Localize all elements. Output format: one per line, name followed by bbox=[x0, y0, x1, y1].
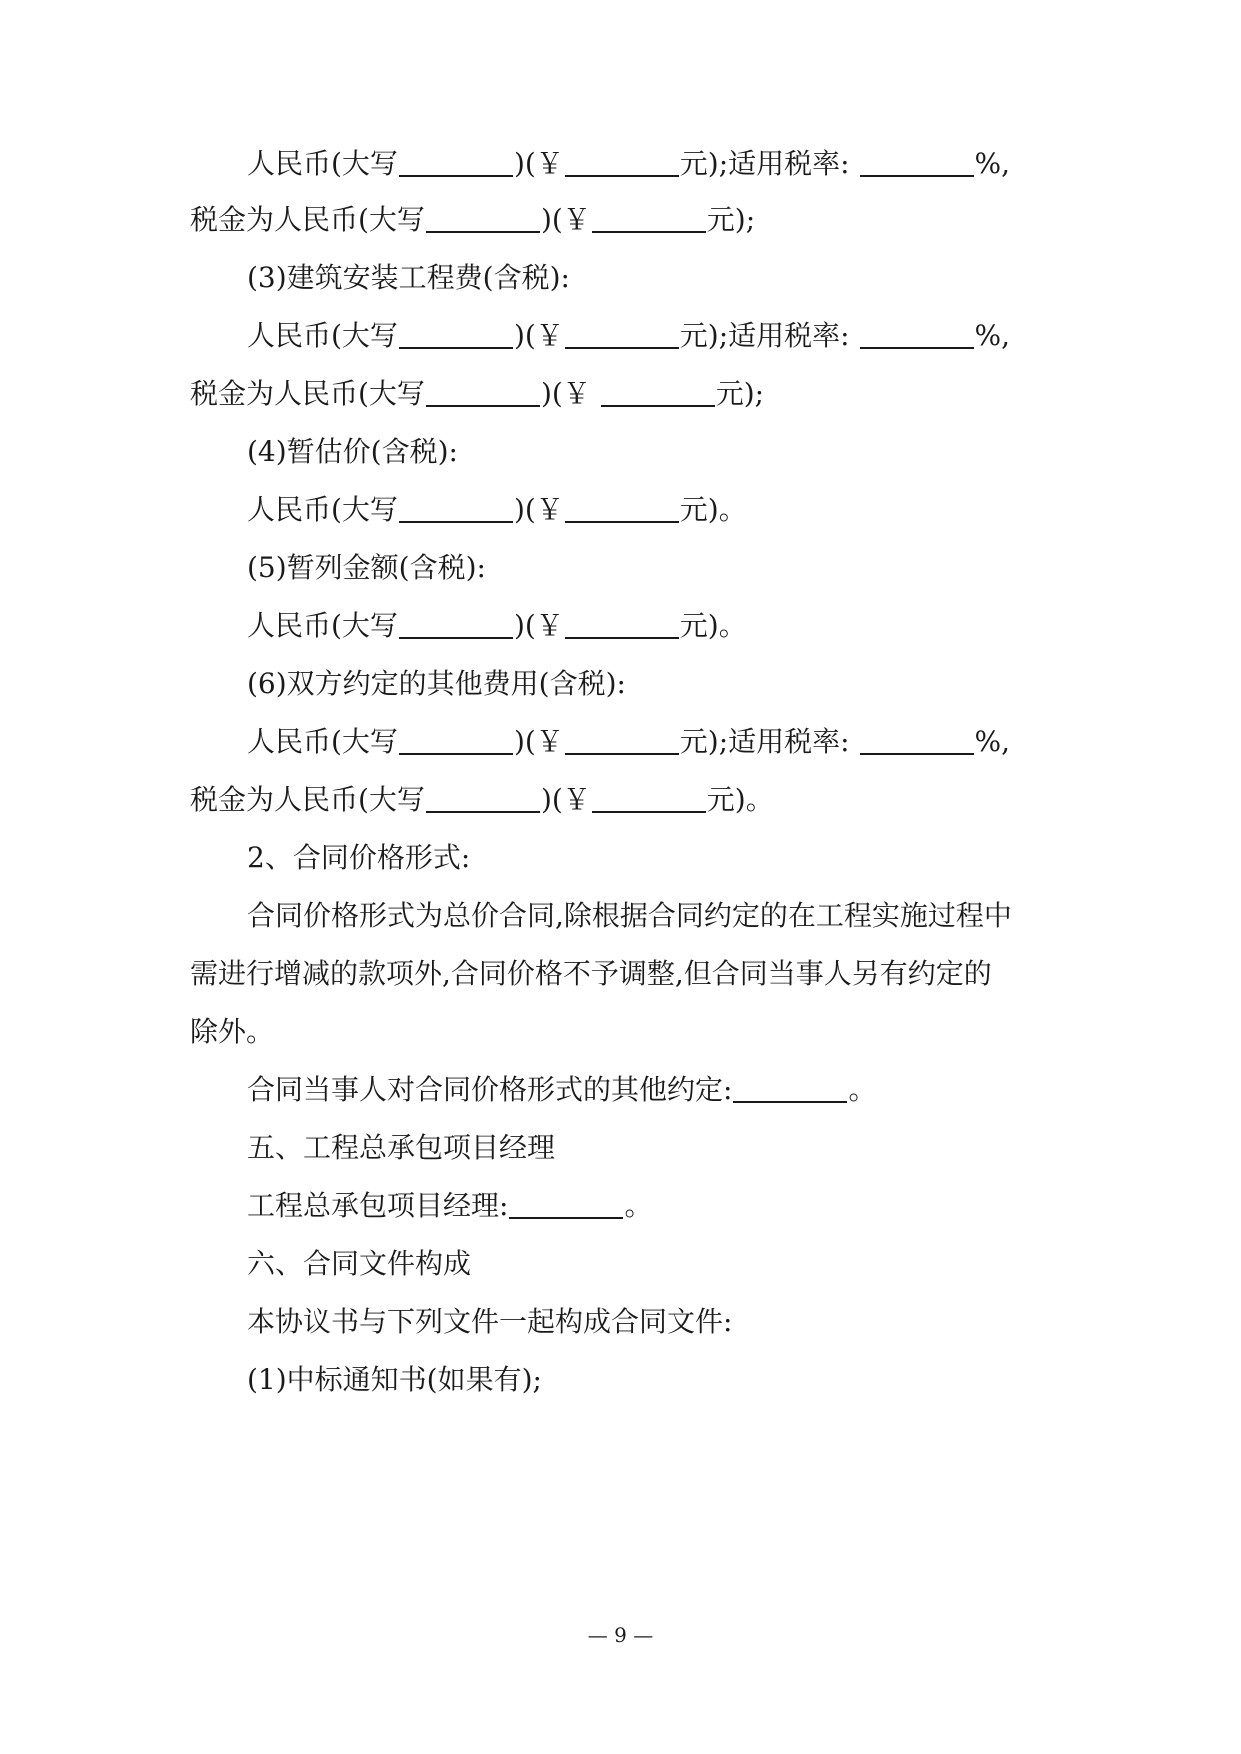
paragraph-line: 人民币(大写 )(￥ 元);适用税率: %, bbox=[247, 147, 1011, 180]
section-heading: (5)暂列金额(含税): bbox=[247, 551, 486, 584]
page-number: — 9 — bbox=[587, 1623, 654, 1647]
fill-blank[interactable] bbox=[860, 149, 974, 177]
fill-blank[interactable] bbox=[399, 149, 513, 177]
list-item: (1)中标通知书(如果有); bbox=[247, 1363, 542, 1396]
fill-blank[interactable] bbox=[426, 379, 540, 407]
section-heading: 六、合同文件构成 bbox=[247, 1247, 472, 1280]
paragraph-line: 人民币(大写 )(￥ 元);适用税率: %, bbox=[247, 319, 1011, 352]
paragraph-line: 需进行增减的款项外,合同价格不予调整,但合同当事人另有约定的 bbox=[190, 957, 992, 990]
fill-blank[interactable] bbox=[592, 785, 706, 813]
fill-blank[interactable] bbox=[565, 611, 679, 639]
fill-blank[interactable] bbox=[565, 321, 679, 349]
fill-blank[interactable] bbox=[399, 495, 513, 523]
fill-blank[interactable] bbox=[860, 727, 974, 755]
section-heading: (6)双方约定的其他费用(含税): bbox=[247, 667, 626, 700]
fill-blank[interactable] bbox=[565, 149, 679, 177]
fill-blank[interactable] bbox=[426, 205, 540, 233]
fill-blank[interactable] bbox=[426, 785, 540, 813]
paragraph-line: 本协议书与下列文件一起构成合同文件: bbox=[247, 1305, 733, 1338]
fill-blank[interactable] bbox=[860, 321, 974, 349]
fill-blank[interactable] bbox=[601, 379, 715, 407]
section-heading: (3)建筑安装工程费(含税): bbox=[247, 261, 570, 294]
paragraph-line: 税金为人民币(大写 )(￥ 元); bbox=[190, 377, 765, 410]
fill-blank[interactable] bbox=[399, 611, 513, 639]
fill-blank[interactable] bbox=[565, 495, 679, 523]
fill-blank[interactable] bbox=[509, 1191, 623, 1219]
section-heading: (4)暂估价(含税): bbox=[247, 435, 458, 468]
section-heading: 2、合同价格形式: bbox=[247, 841, 471, 874]
paragraph-line: 合同价格形式为总价合同,除根据合同约定的在工程实施过程中 bbox=[247, 899, 1012, 932]
fill-blank[interactable] bbox=[399, 727, 513, 755]
fill-blank[interactable] bbox=[565, 727, 679, 755]
paragraph-line: 人民币(大写 )(￥ 元);适用税率: %, bbox=[247, 725, 1011, 758]
paragraph-line: 工程总承包项目经理: 。 bbox=[247, 1189, 653, 1222]
paragraph-line: 税金为人民币(大写 )(￥ 元); bbox=[190, 203, 756, 236]
fill-blank[interactable] bbox=[592, 205, 706, 233]
fill-blank[interactable] bbox=[399, 321, 513, 349]
paragraph-line: 税金为人民币(大写 )(￥ 元)。 bbox=[190, 783, 774, 816]
paragraph-line: 人民币(大写 )(￥ 元)。 bbox=[247, 609, 747, 642]
paragraph-line: 除外。 bbox=[190, 1015, 275, 1048]
fill-blank[interactable] bbox=[733, 1075, 847, 1103]
paragraph-line: 人民币(大写 )(￥ 元)。 bbox=[247, 493, 747, 526]
section-heading: 五、工程总承包项目经理 bbox=[247, 1131, 556, 1164]
paragraph-line: 合同当事人对合同价格形式的其他约定: 。 bbox=[247, 1073, 877, 1106]
